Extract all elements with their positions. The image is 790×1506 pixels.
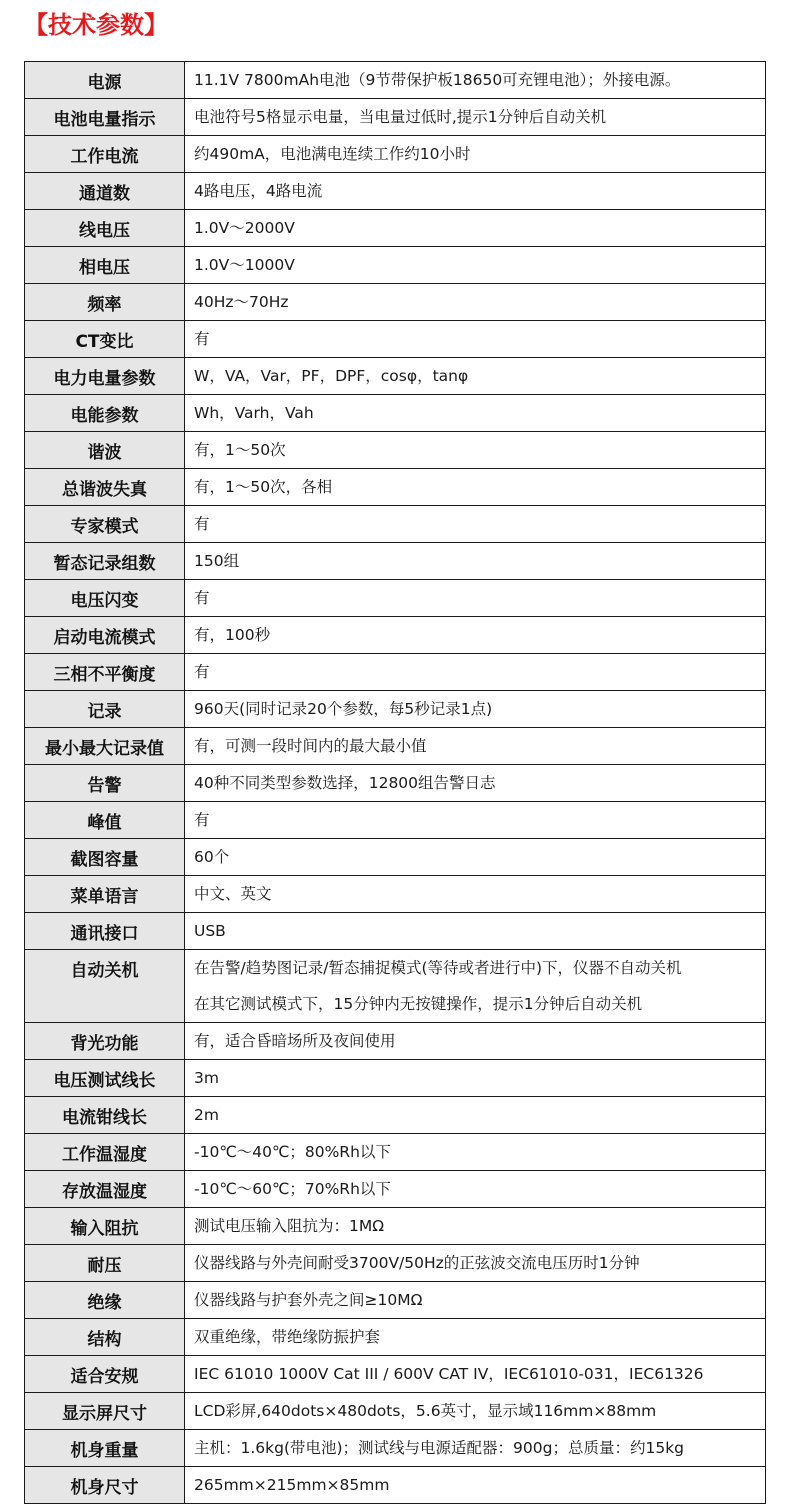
row-label: 机身尺寸	[25, 1467, 185, 1504]
row-value	[185, 136, 766, 173]
row-value-line: 有	[194, 589, 210, 607]
row-value	[185, 506, 766, 543]
row-value	[185, 99, 766, 136]
row-label: 背光功能	[25, 1023, 185, 1060]
row-label: 频率	[25, 284, 185, 321]
table-row	[25, 432, 766, 469]
table-row	[25, 210, 766, 247]
row-value	[185, 1060, 766, 1097]
table-row	[25, 728, 766, 765]
table-row	[25, 1245, 766, 1282]
table-row	[25, 839, 766, 876]
row-value-line: 265mm×215mm×85mm	[194, 1476, 390, 1494]
row-value	[185, 1097, 766, 1134]
row-label: CT变比	[25, 321, 185, 358]
table-row	[25, 876, 766, 913]
row-value-line: -10℃～40℃；80%Rh以下	[194, 1143, 391, 1161]
row-value-line: 60个	[194, 848, 230, 866]
row-label: 存放温湿度	[25, 1171, 185, 1208]
row-label: 输入阻抗	[25, 1208, 185, 1245]
row-value-line: 有，100秒	[194, 626, 271, 644]
row-label: 菜单语言	[25, 876, 185, 913]
row-value	[185, 1393, 766, 1430]
table-row	[25, 765, 766, 802]
table-row	[25, 654, 766, 691]
row-value-line: 有	[194, 330, 210, 348]
table-row	[25, 950, 766, 1023]
row-value	[185, 321, 766, 358]
row-value	[185, 1171, 766, 1208]
row-value-line: 11.1V 7800mAh电池（9节带保护板18650可充锂电池）；外接电源。	[194, 71, 681, 89]
row-value	[185, 1208, 766, 1245]
table-row	[25, 1356, 766, 1393]
row-value-line: 在其它测试模式下，15分钟内无按键操作，提示1分钟后自动关机	[194, 995, 643, 1013]
row-value	[185, 358, 766, 395]
row-value-line: 在告警/趋势图记录/暂态捕捉模式(等待或者进行中)下，仪器不自动关机	[194, 959, 682, 977]
row-value-line: 150组	[194, 552, 240, 570]
table-row	[25, 1282, 766, 1319]
row-label: 自动关机	[25, 950, 185, 1023]
row-value	[185, 1467, 766, 1504]
row-value	[185, 1023, 766, 1060]
row-value-line: 双重绝缘，带绝缘防振护套	[194, 1328, 381, 1346]
row-label: 绝缘	[25, 1282, 185, 1319]
row-value-line: 有	[194, 515, 210, 533]
row-value-line: 仪器线路与外壳间耐受3700V/50Hz的正弦波交流电压历时1分钟	[194, 1254, 640, 1272]
row-value-line: 有，1～50次	[194, 441, 286, 459]
row-value	[185, 469, 766, 506]
row-value-line: 1.0V～2000V	[194, 219, 295, 237]
row-value-line: LCD彩屏,640dots×480dots，5.6英寸，显示域116mm×88mm	[194, 1402, 657, 1420]
row-value	[185, 1134, 766, 1171]
row-value	[185, 1356, 766, 1393]
row-value	[185, 395, 766, 432]
row-value	[185, 1430, 766, 1467]
row-label: 电力电量参数	[25, 358, 185, 395]
row-value	[185, 1282, 766, 1319]
row-value	[185, 543, 766, 580]
row-label: 工作温湿度	[25, 1134, 185, 1171]
table-row	[25, 62, 766, 99]
table-row	[25, 1171, 766, 1208]
row-value	[185, 247, 766, 284]
row-value	[185, 210, 766, 247]
row-value	[185, 839, 766, 876]
row-value	[185, 765, 766, 802]
table-row	[25, 1467, 766, 1504]
table-row	[25, 173, 766, 210]
row-value-line: USB	[194, 922, 226, 940]
row-label: 耐压	[25, 1245, 185, 1282]
row-label: 暂态记录组数	[25, 543, 185, 580]
row-value-line: 有，适合昏暗场所及夜间使用	[194, 1032, 396, 1050]
table-row	[25, 580, 766, 617]
row-value	[185, 432, 766, 469]
row-label: 最小最大记录值	[25, 728, 185, 765]
table-row	[25, 136, 766, 173]
row-label: 电流钳线长	[25, 1097, 185, 1134]
table-row	[25, 1134, 766, 1171]
row-value	[185, 728, 766, 765]
table-row	[25, 691, 766, 728]
row-value	[185, 173, 766, 210]
table-row	[25, 469, 766, 506]
row-value-line: IEC 61010 1000V Cat III / 600V CAT IV，IEC61010-031，IEC61326	[194, 1365, 704, 1383]
row-value-line: 3m	[194, 1069, 219, 1087]
row-value	[185, 580, 766, 617]
row-value	[185, 802, 766, 839]
row-value-line: 40Hz～70Hz	[194, 293, 289, 311]
spec-table	[24, 61, 766, 1504]
table-row	[25, 358, 766, 395]
table-row	[25, 247, 766, 284]
table-row	[25, 617, 766, 654]
row-label: 记录	[25, 691, 185, 728]
row-value	[185, 1245, 766, 1282]
row-label: 谐波	[25, 432, 185, 469]
row-label: 相电压	[25, 247, 185, 284]
table-row	[25, 284, 766, 321]
row-value-line: -10℃～60℃；70%Rh以下	[194, 1180, 391, 1198]
row-value-line: 40种不同类型参数选择，12800组告警日志	[194, 774, 496, 792]
row-label: 电压闪变	[25, 580, 185, 617]
row-label: 通讯接口	[25, 913, 185, 950]
row-value-line: 4路电压，4路电流	[194, 182, 323, 200]
row-label: 启动电流模式	[25, 617, 185, 654]
table-row	[25, 802, 766, 839]
row-value	[185, 913, 766, 950]
row-label: 机身重量	[25, 1430, 185, 1467]
row-value	[185, 62, 766, 99]
row-value-line: 2m	[194, 1106, 219, 1124]
row-label: 线电压	[25, 210, 185, 247]
row-value-line: 有，可测一段时间内的最大最小值	[194, 737, 427, 755]
page-title: 【技术参数】	[24, 11, 168, 39]
spec-table-body	[25, 62, 766, 1504]
row-value-line: Wh，Varh，Vah	[194, 404, 314, 422]
row-label: 专家模式	[25, 506, 185, 543]
table-row	[25, 1393, 766, 1430]
table-row	[25, 1060, 766, 1097]
row-value-line: 有，1～50次，各相	[194, 478, 333, 496]
row-label: 适合安规	[25, 1356, 185, 1393]
row-value-line: 有	[194, 663, 210, 681]
row-label: 告警	[25, 765, 185, 802]
row-label: 电压测试线长	[25, 1060, 185, 1097]
row-label: 通道数	[25, 173, 185, 210]
row-label: 总谐波失真	[25, 469, 185, 506]
row-value-line: 仪器线路与护套外壳之间≥10MΩ	[194, 1291, 423, 1309]
row-value-line: 测试电压输入阻抗为：1MΩ	[194, 1217, 385, 1235]
row-label: 结构	[25, 1319, 185, 1356]
row-label: 电源	[25, 62, 185, 99]
table-row	[25, 1208, 766, 1245]
row-value-line: 1.0V～1000V	[194, 256, 295, 274]
row-value-line: 有	[194, 811, 210, 829]
table-row	[25, 395, 766, 432]
row-label: 电池电量指示	[25, 99, 185, 136]
table-row	[25, 1430, 766, 1467]
row-value-line: 约490mA，电池满电连续工作约10小时	[194, 145, 471, 163]
row-value-line: 中文、英文	[194, 885, 272, 903]
row-label: 显示屏尺寸	[25, 1393, 185, 1430]
row-value	[185, 950, 766, 1023]
row-value	[185, 284, 766, 321]
table-row	[25, 99, 766, 136]
table-row	[25, 543, 766, 580]
row-value	[185, 654, 766, 691]
table-row	[25, 1319, 766, 1356]
row-value	[185, 1319, 766, 1356]
row-label: 工作电流	[25, 136, 185, 173]
row-label: 峰值	[25, 802, 185, 839]
row-value	[185, 691, 766, 728]
table-row	[25, 506, 766, 543]
row-value	[185, 876, 766, 913]
table-row	[25, 1097, 766, 1134]
row-value-line: 主机：1.6kg(带电池)；测试线与电源适配器：900g；总质量：约15kg	[194, 1439, 685, 1457]
table-row	[25, 321, 766, 358]
table-row	[25, 1023, 766, 1060]
row-label: 截图容量	[25, 839, 185, 876]
row-value-line: 电池符号5格显示电量，当电量过低时,提示1分钟后自动关机	[194, 108, 607, 126]
row-label: 电能参数	[25, 395, 185, 432]
row-value-line: W，VA，Var，PF，DPF，cosφ，tanφ	[194, 367, 469, 385]
row-value	[185, 617, 766, 654]
row-value-line: 960天(同时记录20个参数，每5秒记录1点)	[194, 700, 493, 718]
table-row	[25, 913, 766, 950]
row-label: 三相不平衡度	[25, 654, 185, 691]
